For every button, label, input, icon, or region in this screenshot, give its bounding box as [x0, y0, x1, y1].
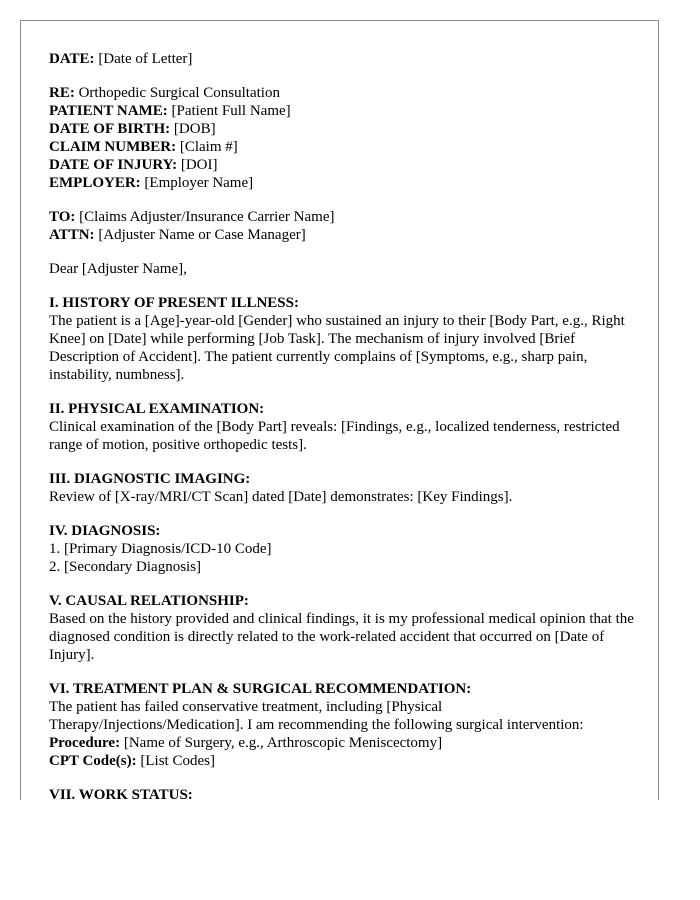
- claim-value: [Claim #]: [179, 139, 238, 155]
- patient-name-line: [49, 102, 639, 120]
- work-status-title: VII. WORK STATUS:: [49, 787, 193, 800]
- causal-title: V. CAUSAL RELATIONSHIP:: [49, 593, 249, 609]
- treatment-section: [49, 680, 639, 770]
- treatment-title: VI. TREATMENT PLAN & SURGICAL RECOMMENDATION:: [49, 681, 472, 697]
- procedure-value: [Name of Surgery, e.g., Arthroscopic Meniscectomy]: [123, 735, 443, 751]
- history-text: The patient is a [Age]-year-old [Gender] who sustained an injury to their [Body Part, e.g., Right Knee] on [Date] while performing [Job Task]. The mechanism of injury involved [Brief Description of Accident]. The patient currently complains of [Symptoms, e.g., sharp pain, instability, numbness].: [49, 313, 625, 383]
- date-label: DATE:: [49, 51, 95, 67]
- work-status-section: [49, 786, 639, 800]
- patient-name-label: PATIENT NAME:: [49, 103, 168, 119]
- employer-label: EMPLOYER:: [49, 175, 141, 191]
- treatment-text: The patient has failed conservative treatment, including [Physical Therapy/Injections/Medication]. I am recommending the following surgical intervention:: [49, 699, 584, 733]
- exam-text: Clinical examination of the [Body Part] reveals: [Findings, e.g., localized tenderness, restricted range of motion, positive orthopedic tests].: [49, 419, 620, 453]
- re-label: RE:: [49, 85, 75, 101]
- letter-page: [20, 20, 659, 800]
- procedure-line: [49, 734, 639, 752]
- cpt-label: CPT Code(s):: [49, 753, 137, 769]
- procedure-label: Procedure:: [49, 735, 121, 751]
- imaging-section: [49, 470, 639, 506]
- to-value: [Claims Adjuster/Insurance Carrier Name]: [79, 209, 335, 225]
- date-block: [49, 50, 639, 68]
- diagnosis-item-1: 1. [Primary Diagnosis/ICD-10 Code]: [49, 541, 272, 557]
- attn-label: ATTN:: [49, 227, 95, 243]
- details-block: [49, 84, 639, 192]
- dob-label: DATE OF BIRTH:: [49, 121, 171, 137]
- attn-value: [Adjuster Name or Case Manager]: [98, 227, 306, 243]
- causal-section: [49, 592, 639, 664]
- dob-value: [DOB]: [173, 121, 216, 137]
- diagnosis-title: IV. DIAGNOSIS:: [49, 523, 161, 539]
- doi-value: [DOI]: [180, 157, 218, 173]
- imaging-title: III. DIAGNOSTIC IMAGING:: [49, 471, 251, 487]
- to-line: [49, 208, 639, 226]
- causal-text: Based on the history provided and clinical findings, it is my professional medical opinion that the diagnosed condition is directly related to the work-related accident that occurred on [Date of Injury].: [49, 611, 634, 663]
- salutation-block: [49, 260, 639, 278]
- date-line: [49, 50, 639, 68]
- doi-label: DATE OF INJURY:: [49, 157, 178, 173]
- claim-line: [49, 138, 639, 156]
- diagnosis-section: [49, 522, 639, 576]
- exam-section: [49, 400, 639, 454]
- history-title: I. HISTORY OF PRESENT ILLNESS:: [49, 295, 299, 311]
- re-line: [49, 84, 639, 102]
- diagnosis-item-2: 2. [Secondary Diagnosis]: [49, 559, 202, 575]
- attn-line: [49, 226, 639, 244]
- letter-content: [49, 50, 639, 800]
- exam-title: II. PHYSICAL EXAMINATION:: [49, 401, 265, 417]
- claim-label: CLAIM NUMBER:: [49, 139, 177, 155]
- employer-value: [Employer Name]: [144, 175, 254, 191]
- recipient-block: [49, 208, 639, 244]
- date-value: [Date of Letter]: [98, 51, 193, 67]
- history-section: [49, 294, 639, 384]
- cpt-line: [49, 752, 639, 770]
- to-label: TO:: [49, 209, 76, 225]
- re-value: Orthopedic Surgical Consultation: [78, 85, 280, 101]
- patient-name-value: [Patient Full Name]: [171, 103, 291, 119]
- employer-line: [49, 174, 639, 192]
- doi-line: [49, 156, 639, 174]
- dob-line: [49, 120, 639, 138]
- imaging-text: Review of [X-ray/MRI/CT Scan] dated [Date] demonstrates: [Key Findings].: [49, 489, 513, 505]
- cpt-value: [List Codes]: [140, 753, 215, 769]
- salutation: Dear [Adjuster Name],: [49, 261, 187, 277]
